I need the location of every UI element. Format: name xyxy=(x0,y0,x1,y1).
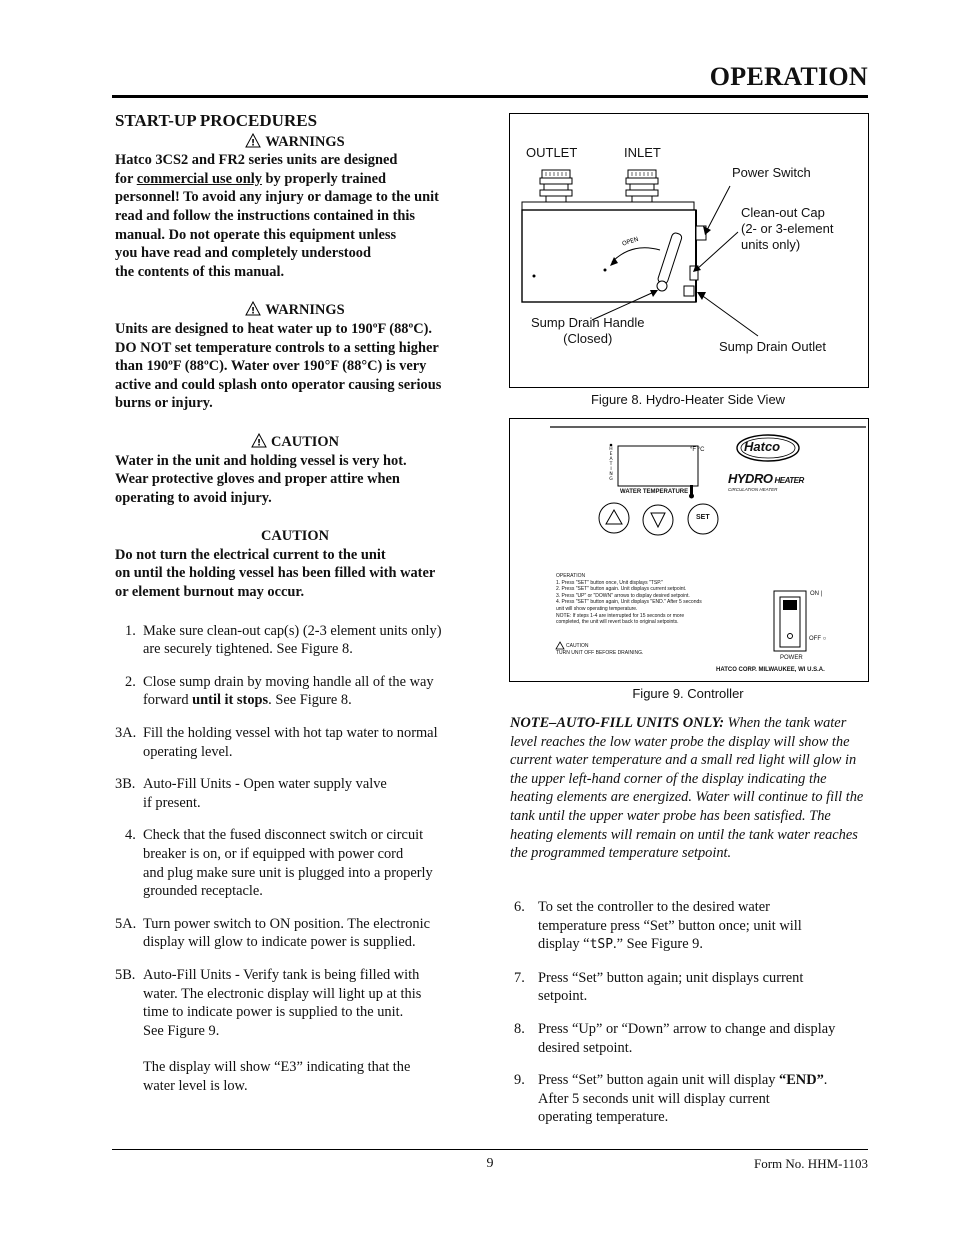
caution-body-2: Do not turn the electrical current to the unit on until the holding vessel has been filled with water or element burnout may occur. xyxy=(115,546,436,601)
step-2: 2. Close sump drain by moving handle all of the way forward until it stops. See Figure 8. xyxy=(125,673,434,709)
step-7: 7. Press “Set” button again; unit displays current setpoint. xyxy=(514,969,804,1005)
figure-8-caption: Figure 8. Hydro-Heater Side View xyxy=(590,392,786,407)
figure-8-box xyxy=(509,113,869,388)
step-6: 6. To set the controller to the desired water temperature press “Set” button once; unit will display “tSP.” See Figure 9. xyxy=(514,899,802,953)
sump-drain-handle-label: Sump Drain Handle (Closed) xyxy=(531,315,645,346)
svg-text:E: E xyxy=(609,452,613,457)
page-title: OPERATION xyxy=(709,62,868,91)
inlet-label: INLET xyxy=(624,145,661,160)
caution-label: CAUTION xyxy=(566,643,589,649)
on-label: ON | xyxy=(810,591,823,597)
hatco-logo: Hatco xyxy=(744,439,781,454)
open-label: OPEN xyxy=(621,235,640,248)
warning-triangle-icon xyxy=(251,433,267,448)
warnings-heading-2: ! WARNINGS xyxy=(115,301,475,320)
power-switch-label: Power Switch xyxy=(732,165,811,180)
hydro-logo: HYDRO HEATER xyxy=(728,471,804,486)
step-5b: 5B. Auto-Fill Units - Verify tank is being filled with water. The electronic display will light up at this time to indicate power is supplied to the unit. See Figure 9. xyxy=(115,966,422,1039)
right-steps xyxy=(514,884,870,1127)
caution-heading-1: ! CAUTION xyxy=(115,433,475,452)
svg-text:A: A xyxy=(609,457,613,462)
heating-label xyxy=(609,446,614,482)
off-label: OFF ○ xyxy=(809,636,827,642)
operation-instructions: OPERATION 1. Press "SET" button once, Unit displays "TSP." 2. Press "SET" button again. Unit displays current setpoint. 3. Press "UP" or "DOWN" arrows to display desired setpoint. 4. Press "SET" button again, Unit displays "END." After 5 seconds unit will show operating temperature. NOTE: If steps 1-4 are interrupted for 15 seconds or more completed, the unit will revert back to original setpoints. xyxy=(556,573,702,626)
maker-label: HATCO CORP. MILWAUKEE, WI U.S.A. xyxy=(716,667,825,673)
step-5a: 5A. Turn power switch to ON position. The electronic display will glow to indicate power is supplied. xyxy=(115,915,430,951)
figure-9-box xyxy=(509,418,869,682)
outlet-label: OUTLET xyxy=(526,145,578,160)
step-1: 1. Make sure clean-out cap(s) (2-3 element units only) are securely tightened. See Figure 8. xyxy=(125,622,442,658)
section-title: START-UP PROCEDURES xyxy=(115,111,318,130)
auto-fill-note: NOTE–AUTO-FILL UNITS ONLY: When the tank water level reaches the low water probe the display will show the current water temperature and a small red light will glow in the upper left-hand corner of the display indicating the heating elements are energized. Water will continue to fill the tank until the upper water probe has been satisfied. The heating elements will remain on until the tank water reaches the programmed temperature setpoint. xyxy=(510,715,864,862)
warning-triangle-icon xyxy=(245,133,261,148)
page-number: 9 xyxy=(486,1156,494,1171)
step-8: 8. Press “Up” or “Down” arrow to change and display desired setpoint. xyxy=(514,1020,836,1056)
step-3a: 3A. Fill the holding vessel with hot tap water to normal operating level. xyxy=(115,725,438,760)
figure-9-caption: Figure 9. Controller xyxy=(632,686,744,701)
caution-text: TURN UNIT OFF BEFORE DRAINING. xyxy=(556,650,644,656)
sump-drain-outlet-label: Sump Drain Outlet xyxy=(719,339,826,354)
svg-text:!: ! xyxy=(251,306,256,317)
cleanout-cap-label: Clean-out Cap (2- or 3-element units only) xyxy=(741,205,834,252)
svg-text:N: N xyxy=(609,472,613,477)
footer-rule xyxy=(112,1149,868,1150)
tagline: CIRCULATION HEATER xyxy=(728,487,778,492)
left-column xyxy=(115,112,475,1096)
power-label: POWER xyxy=(780,655,803,661)
warnings-body-1: Hatco 3CS2 and FR2 series units are designed for commercial use only by properly trained personnel! To avoid any injury or damage to the unit read and follow the instructions contained in this manual. Do not operate this equipment unless you have read and completely understood the contents of this manual. xyxy=(115,152,439,280)
set-button-label: SET xyxy=(696,514,710,521)
warnings-heading-1: ! WARNINGS xyxy=(115,133,475,152)
svg-text:I: I xyxy=(610,467,612,472)
svg-text:!: ! xyxy=(256,438,262,448)
warnings-body-2: Units are designed to heat water up to 190ºF (88ºC). DO NOT set temperature controls to a setting higher than 190ºF (88ºC). Water over 190°F (88°C) is very active and could splash onto operator causing serious burns or injury. xyxy=(115,320,442,412)
svg-text:T: T xyxy=(609,462,613,467)
form-number: Form No. HHM-1103 xyxy=(754,1156,868,1171)
svg-text:H: H xyxy=(609,447,613,452)
caution-heading-2: CAUTION xyxy=(261,528,329,545)
step-9: 9. Press “Set” button again unit will display “END”. After 5 seconds unit will display current operating temperature. xyxy=(514,1072,828,1126)
warning-triangle-icon xyxy=(245,301,261,316)
svg-text:G: G xyxy=(609,477,613,482)
header-rule xyxy=(112,95,868,98)
step-4: 4. Check that the fused disconnect switch or circuit breaker is on, or if equipped with power cord and plug make sure unit is plugged into a properly grounded receptacle. xyxy=(125,827,433,900)
water-temperature-label: WATER TEMPERATURE xyxy=(620,489,689,495)
svg-text:!: ! xyxy=(251,138,256,148)
caution-body-1: Water in the unit and holding vessel is very hot. Wear protective gloves and proper attire when operating to avoid injury. xyxy=(115,452,407,506)
step-3b: 3B. Auto-Fill Units - Open water supply valve if present. xyxy=(115,776,387,811)
step-5b-note: The display will show “E3” indicating that the water level is low. xyxy=(143,1059,411,1094)
unit-label: °F °C xyxy=(690,447,705,453)
